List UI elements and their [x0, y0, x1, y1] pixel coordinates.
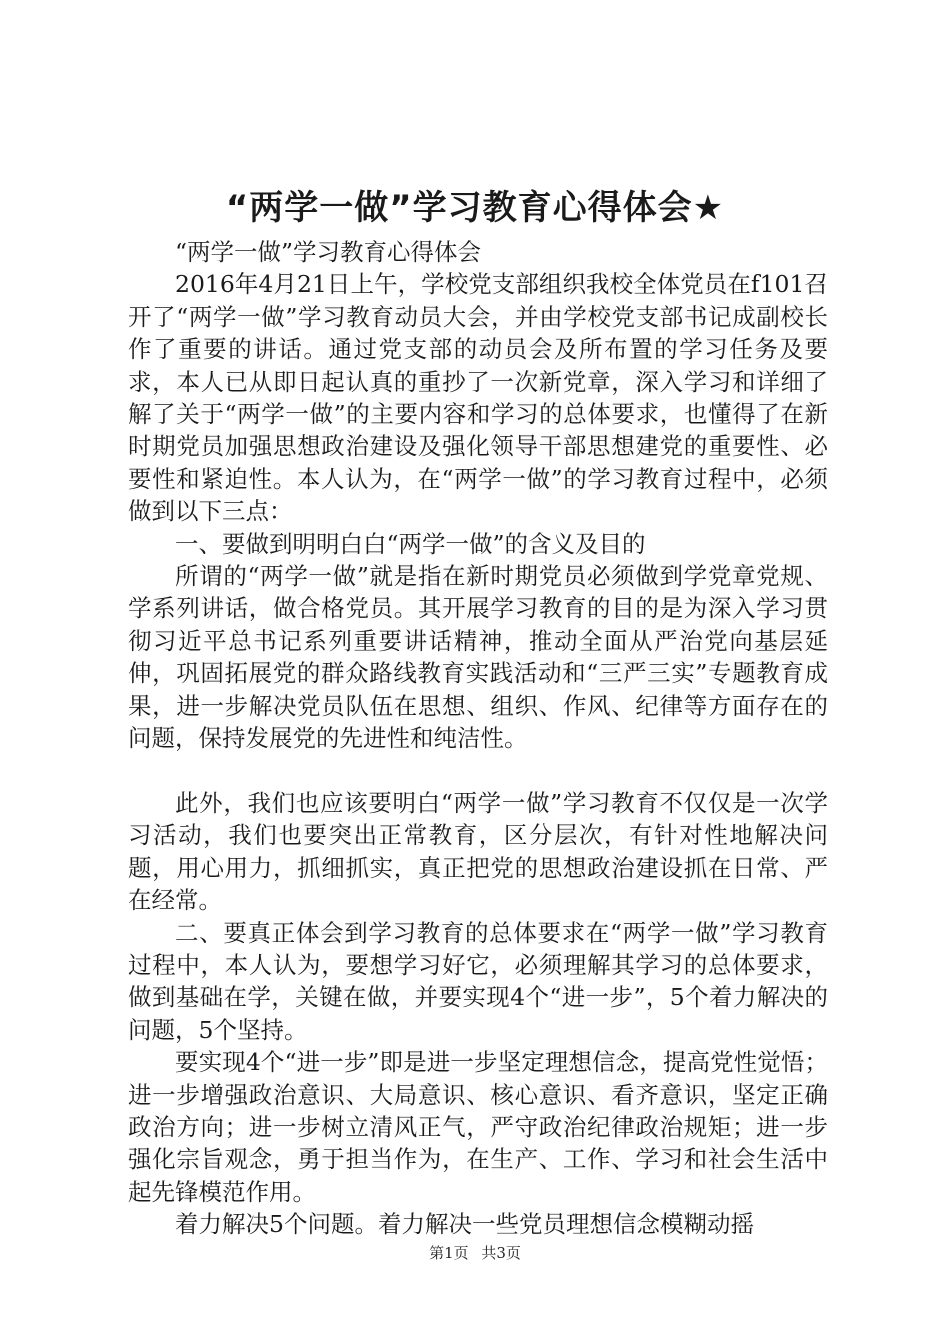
- paragraph-five-problems: 着力解决5个问题。着力解决一些党员理想信念模糊动摇: [175, 1210, 754, 1239]
- page-number-current: 第1页: [429, 1244, 469, 1262]
- paragraph-additionally: 此外，我们也应该要明白“两学一做”学习教育不仅仅是一次学习活动，我们也要突出正常教育，区分层次，有针对性地解决问题，用心用力，抓细抓实，真正把党的思想政治建设抓在日常、严在经常。: [128, 788, 828, 915]
- paragraph-heading-two: 二、要真正体会到学习教育的总体要求在“两学一做”学习教育过程中，本人认为，要想学习好它，必须理解其学习的总体要求，做到基础在学，关键在做，并要实现4个“进一步”，5个着力解决的问题，5个坚持。: [128, 918, 828, 1044]
- page-number-total: 共3页: [481, 1244, 521, 1262]
- document-body: [128, 236, 828, 1241]
- paragraph-heading-one: 一、要做到明明白白“两学一做”的含义及目的: [175, 529, 646, 558]
- paragraph-spacer: [128, 755, 828, 787]
- paragraph-four-steps: 要实现4个“进一步”即是进一步坚定理想信念，提高党性觉悟；进一步增强政治意识、大局意识、核心意识、看齐意识，坚定正确政治方向；进一步树立清风正气，严守政治纪律政治规矩；进一步强化宗旨观念，勇于担当作为，在生产、工作、学习和社会生活中起先锋模范作用。: [128, 1048, 828, 1206]
- paragraph-definition: 所谓的“两学一做”就是指在新时期党员必须做到学党章党规、学系列讲话，做合格党员。其开展学习教育的目的是为深入学习贯彻习近平总书记系列重要讲话精神，推动全面从严治党向基层延伸，巩固拓展党的群众路线教育实践活动和“三严三实”专题教育成果，进一步解决党员队伍在思想、组织、作风、纪律等方面存在的问题，保持发展党的先进性和纯洁性。: [128, 562, 828, 753]
- document-title: “两学一做”学习教育心得体会★: [225, 188, 725, 228]
- paragraph-subtitle: “两学一做”学习教育心得体会: [175, 238, 482, 266]
- page-footer: [0, 1243, 950, 1263]
- paragraph-intro: 2016年4月21日上午，学校党支部组织我校全体党员在f101召开了“两学一做”学习教育动员大会，并由学校党支部书记成副校长作了重要的讲话。通过党支部的动员会及所布置的学习任务及要求，本人已从即日起认真的重抄了一次新党章，深入学习和详细了解了关于“两学一做”的主要内容和学习的总体要求，也懂得了在新时期党员加强思想政治建设及强化领导干部思想建党的重要性、必要性和紧迫性。本人认为，在“两学一做”的学习教育过程中，必须做到以下三点：: [128, 270, 828, 526]
